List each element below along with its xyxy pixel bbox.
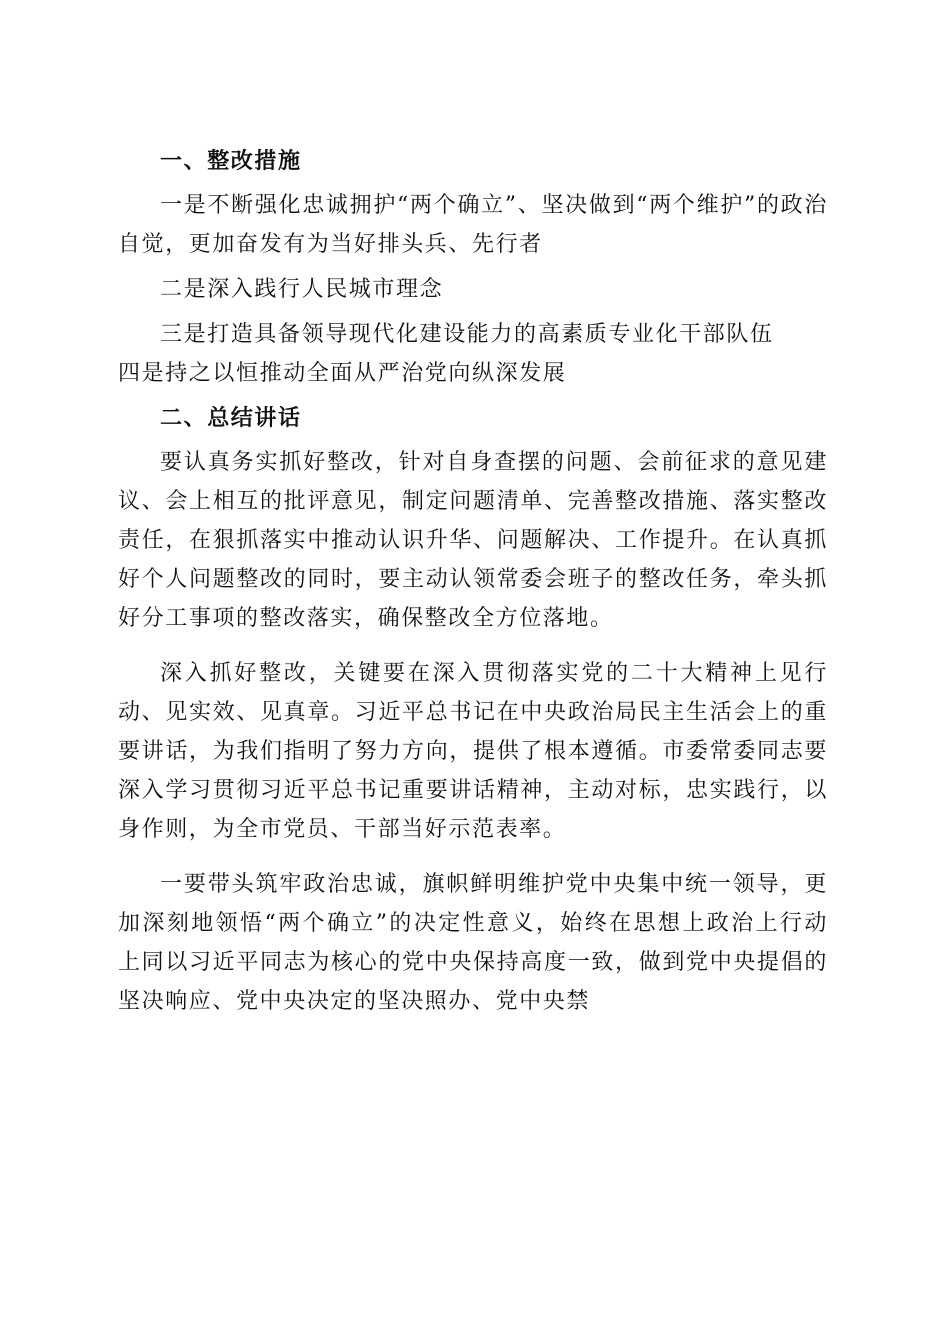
document-body: [118, 142, 828, 1021]
section-heading-rectification-measures: 一、整改措施: [160, 149, 302, 174]
summary-paragraph-1: 要认真务实抓好整改，针对自身查摆的问题、会前征求的意见建议、会上相互的批评意见，制定问题清单、完善整改措施、落实整改责任，在狠抓落实中推动认识升华、问题解决、工作提升。在认真抓好个人问题整改的同时，要主动认领常委会班子的整改任务，牵头抓好分工事项的整改落实，确保整改全方位落地。: [118, 450, 828, 631]
summary-paragraph-2: 深入抓好整改，关键要在深入贯彻落实党的二十大精神上见行动、见实效、见真章。习近平总书记在中央政治局民主生活会上的重要讲话，为我们指明了努力方向，提供了根本遵循。市委常委同志要深入学习贯彻习近平总书记重要讲话精神，主动对标，忠实践行，以身作则，为全市党员、干部当好示范表率。: [118, 661, 828, 842]
measure-item-4: 四是持之以恒推动全面从严治党向纵深发展: [118, 361, 567, 386]
section-heading-summary-speech: 二、总结讲话: [160, 406, 302, 431]
measure-item-3: 三是打造具备领导现代化建设能力的高素质专业化干部队伍: [160, 322, 774, 347]
summary-paragraph-3: 一要带头筑牢政治忠诚，旗帜鲜明维护党中央集中统一领导，更加深刻地领悟“两个确立”的决定性意义，始终在思想上政治上行动上同以习近平同志为核心的党中央保持高度一致，做到党中央提倡的坚决响应、党中央决定的坚决照办、党中央禁: [118, 872, 828, 1014]
measure-item-2: 二是深入践行人民城市理念: [160, 277, 444, 302]
measure-item-1: 一是不断强化忠诚拥护“两个确立”、坚决做到“两个维护”的政治自觉，更加奋发有为当好排头兵、先行者: [118, 193, 828, 257]
